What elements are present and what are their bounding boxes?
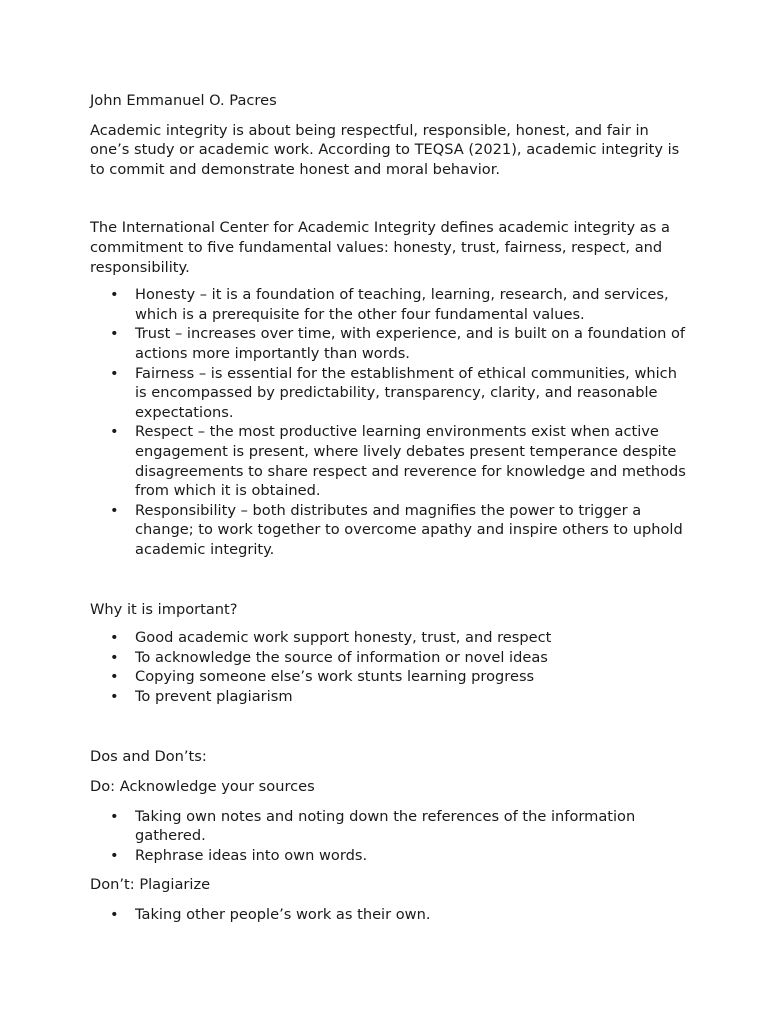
list-item-text: Rephrase ideas into own words. [135, 846, 368, 864]
document-page [90, 91, 690, 925]
bullet-icon: • [110, 648, 119, 666]
list-item-text: Trust – increases over time, with experience, and is built on a foundation of actions more importantly than words. [135, 325, 686, 362]
list-item-text: Copying someone else’s work stunts learning progress [135, 668, 535, 686]
bullet-icon: • [110, 364, 119, 382]
list-item [90, 648, 690, 668]
list-item-text: Good academic work support honesty, trust, and respect [135, 629, 552, 647]
bullet-icon: • [110, 807, 119, 825]
bullet-icon: • [110, 629, 119, 647]
bullet-icon: • [110, 286, 119, 304]
why-heading: Why it is important? [90, 601, 238, 619]
list-item [90, 324, 690, 363]
list-item [90, 364, 690, 423]
definition-paragraph: The International Center for Academic Integrity defines academic integrity as a commitment to five fundamental values: honesty, trust, fairness, respect, and responsibility. [90, 219, 670, 276]
list-item-text: Taking other people’s work as their own. [135, 906, 431, 923]
why-list [90, 628, 690, 706]
list-item-text: To acknowledge the source of information or novel ideas [135, 648, 548, 666]
dont-heading: Don’t: Plagiarize [90, 876, 211, 894]
list-item-text: Respect – the most productive learning environments exist when active engagement is present, where lively debates present temperance despite disagreements to share respect and reverence for knowledge and methods from which it is obtained. [135, 423, 686, 500]
bullet-icon: • [110, 501, 119, 519]
bullet-icon: • [110, 668, 119, 686]
list-item [90, 807, 690, 846]
list-item [90, 667, 690, 687]
bullet-icon: • [110, 687, 119, 705]
list-item [90, 846, 690, 866]
list-item [90, 905, 690, 925]
list-item [90, 501, 690, 560]
list-item [90, 422, 690, 500]
list-item [90, 285, 690, 324]
bullet-icon: • [110, 906, 119, 923]
intro-paragraph: Academic integrity is about being respectful, responsible, honest, and fair in one’s study or academic work. According to TEQSA (2021), academic integrity is to commit and demonstrate honest and moral behavior. [90, 121, 680, 178]
do-list [90, 807, 690, 866]
list-item [90, 628, 690, 648]
list-item-text: Honesty – it is a foundation of teaching, learning, research, and services, which is a prerequisite for the other four fundamental values. [135, 286, 669, 323]
bullet-icon: • [110, 846, 119, 864]
list-item-text: To prevent plagiarism [135, 687, 293, 705]
list-item [90, 687, 690, 707]
values-list [90, 285, 690, 559]
bullet-icon: • [110, 325, 119, 343]
list-item-text: Fairness – is essential for the establishment of ethical communities, which is encompassed by predictability, transparency, clarity, and reasonable expectations. [135, 364, 677, 421]
list-item-text: Responsibility – both distributes and magnifies the power to trigger a change; to work together to overcome apathy and inspire others to uphold academic integrity. [135, 501, 683, 558]
do-heading: Do: Acknowledge your sources [90, 778, 315, 796]
list-item-text: Taking own notes and noting down the references of the information gathered. [135, 807, 636, 845]
author-name: John Emmanuel O. Pacres [90, 92, 277, 109]
dos-donts-heading: Dos and Don’ts: [90, 748, 207, 766]
dont-list [90, 905, 690, 925]
bullet-icon: • [110, 423, 119, 441]
